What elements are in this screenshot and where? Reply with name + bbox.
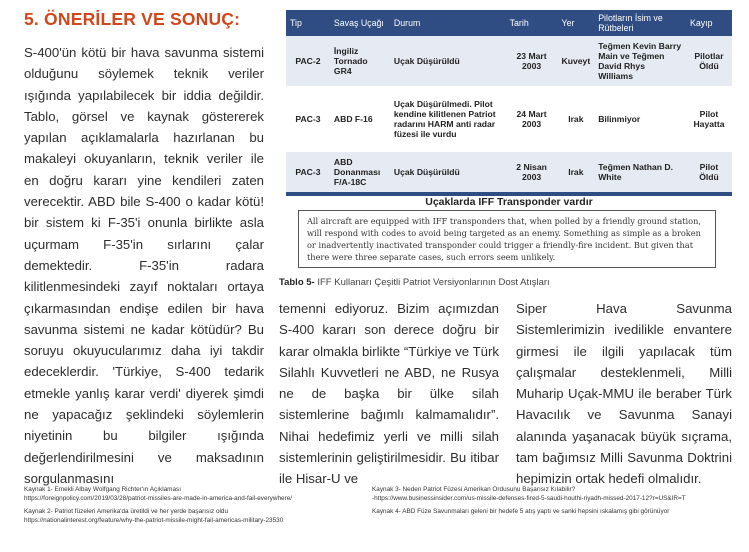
header-ucak: Savaş Uçağı — [330, 10, 390, 36]
table-header-row — [286, 10, 732, 36]
middle-column-text: temenni ediyoruz. Bizim açımızdan S-400 kararı son derece doğru bir karar olmakla birlikte “Türkiye ve Türk Silahlı Kuvvetleri ne ABD, ne Rusya ne de başka bir ülke silah sistemlerine bağımlı kalmamalıdır”. Nihai hedefimiz yerli ve milli silah sistemlerinin geliştirilmesidir. Bu itibar ile Hisar-U ve — [279, 301, 499, 487]
cell-yer: Irak — [558, 152, 595, 192]
footnote-2 — [24, 508, 364, 525]
cell-tarih: 23 Mart 2003 — [506, 36, 558, 86]
footnote-1-url[interactable]: https://foreignpolicy.com/2019/03/28/patriot-missiles-are-made-in-america-and-fail-everywhere/ — [24, 494, 293, 502]
friendly-fire-table — [286, 10, 732, 196]
header-yer: Yer — [558, 10, 595, 36]
section-heading: 5. ÖNERİLER VE SONUÇ: — [24, 9, 241, 29]
cell-tip: PAC-2 — [286, 36, 330, 86]
header-tarih: Tarih — [506, 10, 558, 36]
cell-kayip: Pilot Hayatta — [686, 86, 732, 152]
footnote-1-title: Kaynak 1- Emekli Albay Wolfgang Richter'ın Açıklaması — [24, 486, 182, 493]
cell-ucak: ABD F-16 — [330, 86, 390, 152]
cell-durum: Uçak Düşürüldü — [390, 36, 506, 86]
cell-durum: Uçak Düşürülmedi. Pilot kendine kilitlenen Patriot radarını HARM anti radar füzesi ile vurdu — [390, 86, 506, 152]
table-row — [286, 86, 732, 152]
right-column-text: Siper Hava Savunma Sistemlerimizin ivedilikle envantere girmesi ile ilgili yapılacak tüm çalışmalar desteklenmeli, Milli Muharip Uçak-MMU ile beraber Türk Havacılık ve Savunma Sanayi alanında yaşanacak büyük sıçrama, tam bağımsız Milli Savunma Doktrini hepimizin ortak hedefi olmalıdır. — [516, 301, 732, 487]
footnote-3 — [372, 486, 742, 503]
cell-pilot: Bilinmiyor — [594, 86, 686, 152]
caption-text: IFF Kullanarı Çeşitli Patriot Versiyonlarının Dost Atışları — [314, 277, 550, 288]
header-pilot: Pilotların İsim ve Rütbeleri — [594, 10, 686, 36]
cell-tip: PAC-3 — [286, 152, 330, 192]
cell-kayip: Pilot Öldü — [686, 152, 732, 192]
iff-quote-box: All aircraft are equipped with IFF transponders that, when polled by a friendly ground station, will respond with codes to avoid being targeted as an enemy. Something as simple as a broken or inadvertently inactivated transponder could trigger a friendly-fire incident. But given that there were three separate cases, such errors seem unlikely. — [298, 210, 716, 268]
header-kayip: Kayıp — [686, 10, 732, 36]
cell-yer: Kuveyt — [558, 36, 595, 86]
header-durum: Durum — [390, 10, 506, 36]
friendly-fire-table-container — [286, 10, 732, 196]
cell-pilot: Teğmen Kevin Barry Main ve Teğmen David Rhys Williams — [594, 36, 686, 86]
table-caption — [279, 277, 550, 288]
table-row — [286, 36, 732, 86]
iff-title: Uçaklarda IFF Transponder vardır — [425, 196, 593, 208]
cell-kayip: Pilotlar Öldü — [686, 36, 732, 86]
cell-yer: Irak — [558, 86, 595, 152]
cell-tarih: 24 Mart 2003 — [506, 86, 558, 152]
cell-durum: Uçak Düşürüldü — [390, 152, 506, 192]
cell-tarih: 2 Nisan 2003 — [506, 152, 558, 192]
footnote-2-title: Kaynak 2- Patriot füzeleri Amerika'da üretildi ve her yerde başarısız oldu — [24, 508, 229, 515]
cell-ucak: İngiliz Tornado GR4 — [330, 36, 390, 86]
cell-ucak: ABD Donanması F/A-18C — [330, 152, 390, 192]
footnote-4 — [372, 508, 742, 517]
caption-label: Tablo 5- — [279, 277, 315, 288]
cell-tip: PAC-3 — [286, 86, 330, 152]
table-row — [286, 152, 732, 192]
footnote-3-title: Kaynak 3- Neden Patriot Füzesi Amerikan Ordusunu Başarısız Kılabilir? — [372, 486, 576, 493]
footnote-2-url[interactable]: https://nationalinterest.org/feature/why-the-patriot-missile-might-fail-americas-military-23530 — [24, 516, 284, 524]
left-paragraph: S-400'ün kötü bir hava savunma sistemi olduğunu söylemek teknik veriler ışığında yapılabilecek bir iddia değildir. Tablo, görsel ve kaynak göstererek yapılan açıklamalarla hazırlanan bu makaleyi okuyanların, teknik veriler ile en doğru kararı yine kendileri zaten verecektir. ABD bile S-400 o kadar kötü! bir sistem ki F-35'i onunla birlikte asla uçurmam F-35'in sırlarını çalar demektedir. F-35'in radara kilitlenmesindeki zayıf noktaları ortaya çıkarmasından endişe edilen bir hava savunma sistemi ne kadar kötüdür? Bu soruyu okuyucularımız daha iyi takdir edeceklerdir. 'Türkiye, S-400 tedarik etmekle yanlış karar verdi' diyerek şimdi ne yapacağız şeklindeki söylemlerin niyetinin bu bilgiler ışığında değerlendirilmesini ve maksadının sorgulanmasını — [24, 45, 264, 486]
footnote-1 — [24, 486, 364, 503]
left-column-text — [24, 42, 264, 489]
header-tip: Tip — [286, 10, 330, 36]
cell-pilot: Teğmen Nathan D. White — [594, 152, 686, 192]
footnote-4-text: Kaynak 4- ABD Füze Savunmaları geleni bir hedefe 5 atış yaptı ve sanki hepsini ıskalamış gibi görünüyor — [372, 508, 670, 515]
footnote-3-url[interactable]: -https://www.businessinsider.com/us-missile-defenses-fired-5-saudi-houthi-riyadh-missed-2017-12?r=US&IR=T — [372, 494, 686, 502]
